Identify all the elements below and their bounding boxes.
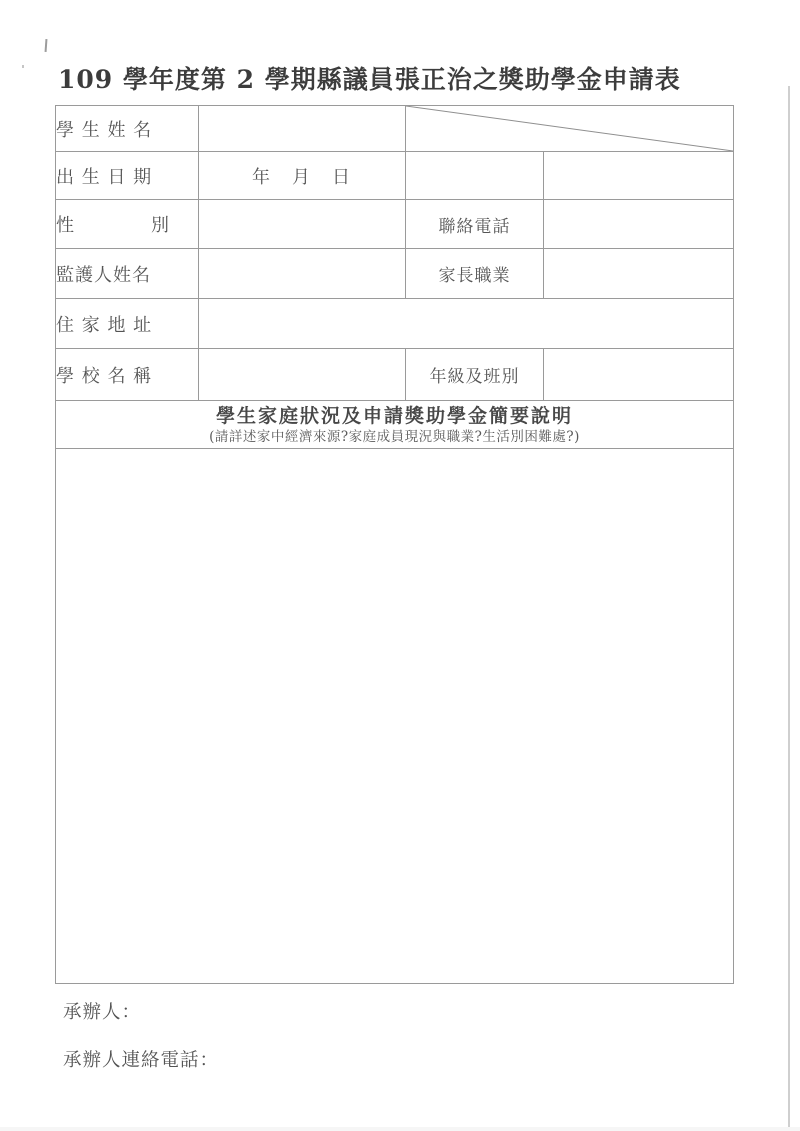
statement-content-area bbox=[56, 449, 734, 984]
contact-phone-label: 聯絡電話 bbox=[406, 200, 544, 249]
row-school-grade bbox=[56, 349, 734, 401]
row-home-address bbox=[56, 299, 734, 349]
gender-label: 性 別 bbox=[56, 200, 199, 249]
home-address-field bbox=[199, 299, 734, 349]
scan-artifact-speck bbox=[22, 65, 24, 68]
handler-label: 承辦人： bbox=[63, 1002, 142, 1023]
home-address-label: 住 家 地 址 bbox=[56, 299, 199, 349]
diagonal-strike-line bbox=[406, 106, 733, 151]
gender-field bbox=[199, 200, 406, 249]
statement-header-cell bbox=[56, 401, 734, 449]
empty-cell bbox=[544, 152, 734, 200]
birth-date-field: 年 月 日 bbox=[199, 152, 406, 200]
statement-heading: 學生家庭狀況及申請獎助學金簡要說明 bbox=[215, 404, 573, 427]
row-statement-body bbox=[56, 449, 734, 984]
birth-date-label: 出 生 日 期 bbox=[56, 152, 199, 200]
row-statement-header bbox=[56, 401, 734, 449]
row-student-name bbox=[56, 106, 734, 152]
student-name-label: 學 生 姓 名 bbox=[56, 106, 199, 152]
application-form-table bbox=[55, 105, 734, 984]
grade-class-label: 年級及班別 bbox=[406, 349, 544, 401]
parent-occupation-field bbox=[544, 249, 734, 299]
row-guardian-occupation bbox=[56, 249, 734, 299]
guardian-name-field bbox=[199, 249, 406, 299]
contact-phone-field bbox=[544, 200, 734, 249]
student-name-field bbox=[199, 106, 406, 152]
form-title: 109 學年度第 2 學期縣議員張正治之獎助學金申請表 bbox=[58, 65, 681, 94]
row-birth-date bbox=[56, 152, 734, 200]
parent-occupation-label: 家長職業 bbox=[406, 249, 544, 299]
school-name-label: 學 校 名 稱 bbox=[56, 349, 199, 401]
scan-page-edge bbox=[788, 86, 790, 1131]
handler-phone-label: 承辦人連絡電話： bbox=[63, 1050, 220, 1071]
scan-bottom-shadow bbox=[0, 1127, 800, 1131]
school-name-field bbox=[199, 349, 406, 401]
grade-class-field bbox=[544, 349, 734, 401]
guardian-name-label: 監護人姓名 bbox=[56, 249, 199, 299]
empty-cell bbox=[406, 152, 544, 200]
statement-hint: (請詳述家中經濟來源?家庭成員現況與職業?生活別困難處?) bbox=[209, 428, 580, 445]
row-gender-phone bbox=[56, 200, 734, 249]
crossed-out-cell bbox=[406, 106, 734, 152]
scan-artifact-tick bbox=[45, 39, 48, 52]
